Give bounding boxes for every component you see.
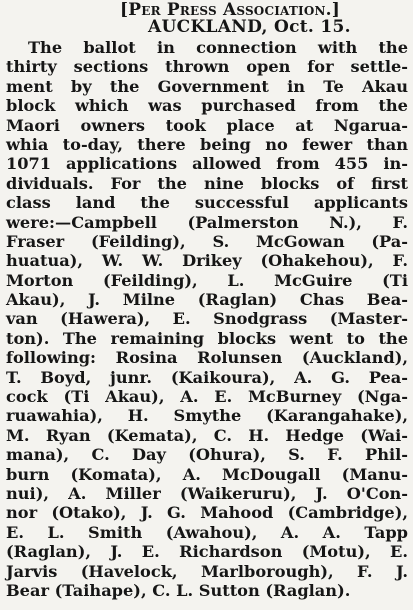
article-line: Bear (Taihape), C. L. Sutton (Raglan).	[6, 580, 351, 600]
article-body	[0, 38, 413, 600]
dateline-block	[0, 0, 413, 40]
article-line: thirty sections thrown open for settle-	[6, 57, 408, 77]
article-line: block which was purchased from the	[6, 96, 408, 116]
article-line: van (Hawera), E. Snodgrass (Master-	[6, 309, 408, 329]
article-line: ment by the Government in Te Akau	[6, 76, 408, 96]
article-line: Maori owners took place at Ngarua-	[6, 115, 408, 135]
article-line: T. Boyd, junr. (Kaikoura), A. G. Pea-	[6, 367, 408, 387]
article-line: nui), A. Miller (Waikeruru), J. O'Con-	[6, 483, 408, 503]
article-line: huatua), W. W. Drikey (Ohakehou), F.	[6, 251, 408, 271]
article-line: ruawahia), H. Smythe (Karangahake),	[6, 406, 408, 426]
article-line: E. L. Smith (Awahou), A. A. Tapp	[6, 522, 408, 542]
article-line: M. Ryan (Kemata), C. H. Hedge (Wai-	[6, 425, 408, 445]
article-line: Morton (Feilding), L. McGuire (Ti	[6, 270, 408, 290]
article-line: Fraser (Feilding), S. McGowan (Pa-	[6, 231, 408, 251]
article-line: The ballot in connection with the	[28, 38, 408, 57]
article-line: dividuals. For the nine blocks of first	[6, 173, 408, 193]
article-line: (Raglan), J. E. Richardson (Motu), E.	[6, 542, 408, 562]
article-line: 1071 applications allowed from 455 in-	[6, 154, 408, 174]
article-line: class land the successful applicants	[6, 193, 408, 213]
article-line: whia to-day, there being no fewer than	[6, 134, 408, 154]
article-line: following: Rosina Rolunsen (Auckland),	[6, 348, 408, 368]
article-line: were:—Campbell (Palmerston N.), F.	[6, 212, 408, 232]
article-line: cock (Ti Akau), A. E. McBurney (Nga-	[6, 387, 408, 407]
article-line: Akau), J. Milne (Raglan) Chas Bea-	[6, 290, 408, 310]
place-date-heading: AUCKLAND, Oct. 15.	[148, 17, 351, 37]
press-association-byline: [Per Press Association.]	[120, 0, 341, 20]
article-line: nor (Otako), J. G. Mahood (Cambridge),	[6, 503, 408, 523]
article-line: mana), C. Day (Ohura), S. F. Phil-	[6, 445, 408, 465]
article-line: burn (Komata), A. McDougall (Manu-	[6, 464, 408, 484]
article-line: ton). The remaining blocks went to the	[6, 328, 408, 348]
article-line: Jarvis (Havelock, Marlborough), F. J.	[6, 561, 408, 581]
